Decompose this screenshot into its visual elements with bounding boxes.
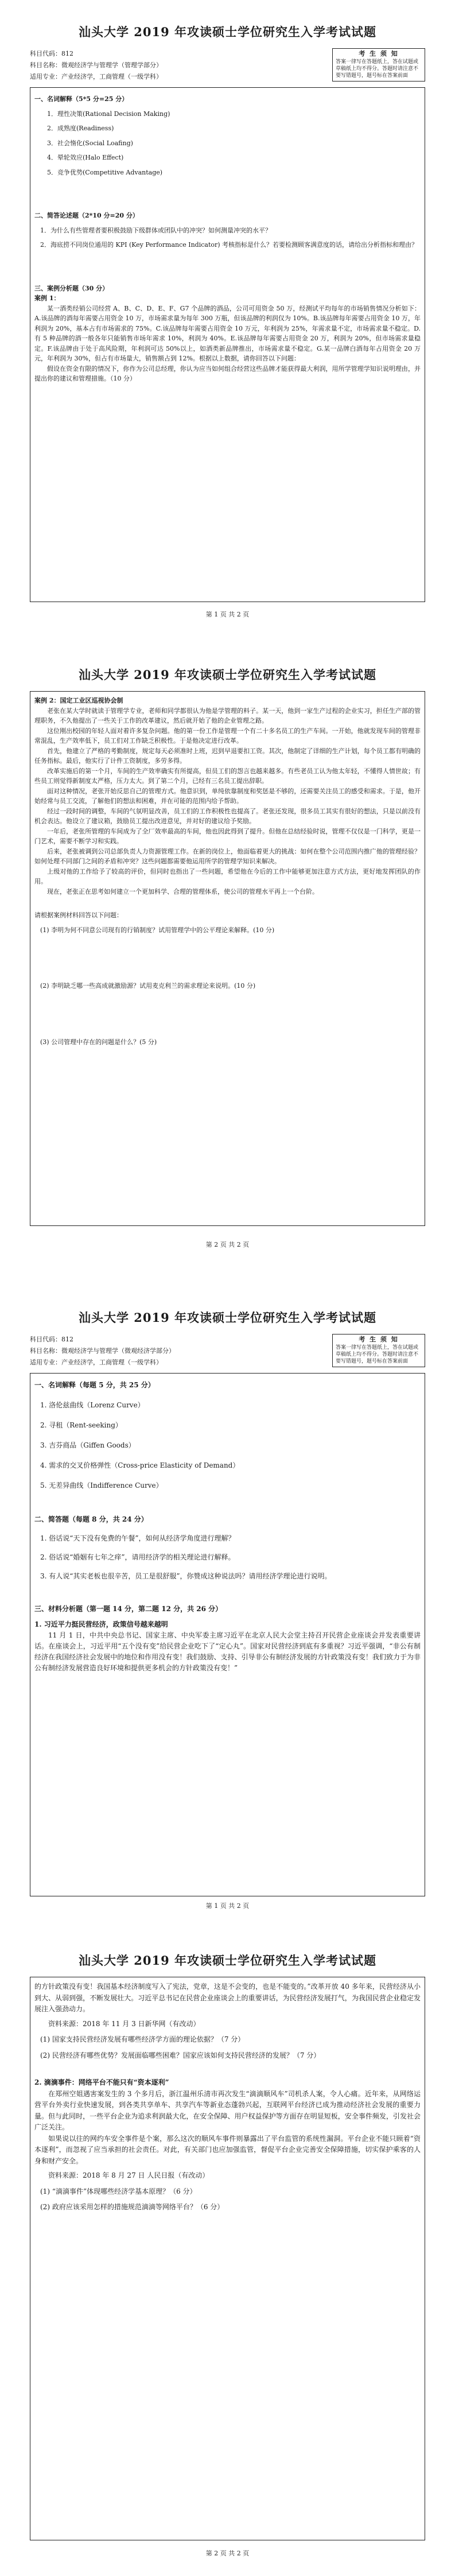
case-paragraph: 后来，老张被调到公司总部负责人力资源管理工作。在新的岗位上，他面临着更大的挑战：如何在整个公司范围内推广他的管理经验？如何处理不同部门之间的矛盾和冲突？这些问题都需要他运用所学的管理学知识来解决。 [34,847,421,865]
subject-code: 科目代码：812 [30,1336,73,1343]
notice-title: 考 生 须 知 [359,1336,399,1343]
term-item: 4. 需求的交叉价格弹性（Cross-price Elasticity of Demand） [40,1461,240,1469]
material-title: 1. 习近平力挺民营经济，政策信号越来越明 [34,1620,168,1628]
candidate-notice [332,48,425,82]
exam-page-3 [0,1286,455,1929]
term-item: 1. 洛伦兹曲线（Lorenz Curve） [40,1401,145,1409]
term-item: 1．理性决策(Rational Decision Making) [47,110,170,118]
exam-header [30,1334,175,1368]
case-paragraph: 一年后，老张所管理的车间成为了全厂效率最高的车间，他也因此得到了提升。但他在总结经验时说，管理不仅仅是一门科学，更是一门艺术，需要不断学习和实践。 [34,827,421,845]
term-item: 2. 寻租（Rent-seeking） [40,1421,122,1429]
question-item: (1) 李明为何不同意公司现有的行销制度？试用管理学中的公平理论来解释。(10 分) [40,926,275,934]
question-prompt: 请根据案例材料回答以下问题： [34,911,123,919]
case-paragraph: 面对这种情况，老张开始反思自己的管理方式。他意识到，单纯依靠制度和奖惩是不够的，还需要关注员工的感受和需求。于是，他开始经常与员工交流，了解他们的想法和困难，并在可能的范围内给予帮助。 [34,787,421,805]
case-paragraph: 上级对他的工作给予了较高的评价，但同时也指出了一些问题，希望他在今后的工作中能够更加注意方式方法，更好地发挥团队的作用。 [34,867,421,885]
page-footer: 第 2 页 共 2 页 [205,1241,250,1248]
material-text: 11 月 1 日，中共中央总书记、国家主席、中央军委主席习近平在北京人民大会堂主持召开民营企业座谈会并发表重要讲话。在座谈会上，习近平用“五个没有变”给民营企业吃下了“定心丸”。国家对民营经济到底有多重视？习近平强调，“非公有制经济在我国经济社会发展中的地位和作用没有变！我们鼓励、支持、引导非公有制经济发展的方针政策没有变！我们致力于为非公有制经济发展营造良好环境和提供更多机会的方针政策没有变！” [34,1631,421,1672]
question-body [34,1981,421,2218]
section-heading: 三、案例分析题（30 分） [34,284,109,292]
case-paragraph: 现在，老张正在思考如何建立一个更加科学、合理的管理体系，使公司的管理水平再上一个台阶。 [47,887,318,895]
question-body [34,92,421,384]
page-footer: 第 2 页 共 2 页 [205,2550,250,2557]
section-heading: 一、名词解释（每题 5 分，共 25 分） [34,1381,155,1389]
term-item: 5. 无差异曲线（Indifference Curve） [40,1481,163,1489]
section-heading: 三、材料分析题（第一题 14 分，第二题 12 分，共 26 分） [34,1605,223,1613]
page-title: 汕头大学 2019 年攻读硕士学位研究生入学考试试题 [78,1953,377,1968]
case-paragraph: 改革实施后的第一个月，车间的生产效率确实有所提高，但员工们的怨言也越来越多。有些老员工认为他太年轻，不懂得人情世故；有些员工则觉得新制度太严格，压力太大。到了第二个月，已经有三名员工提出辞职。 [34,767,421,785]
page-footer: 第 1 页 共 2 页 [205,611,250,618]
notice-text: 答案一律写在答题纸上，答在试题或草稿纸上均不得分。答题时请注意不要写错题号，题号标在答案前面 [336,1345,419,1364]
term-item: 3. 吉芬商品（Giffen Goods） [40,1441,135,1449]
page-title: 汕头大学 2019 年攻读硕士学位研究生入学考试试题 [78,25,377,39]
subject-code: 科目代码：812 [30,50,73,57]
exam-header [30,48,162,83]
subject-name: 科目名称：微观经济学与管理学（管理学部分） [30,61,162,69]
exam-page-2 [0,643,455,1286]
question-item: 2. 俗话说“婚姻有七年之痒”，请用经济学的相关理论进行解释。 [40,1553,235,1561]
applicable-majors: 适用专业：产业经济学，工商管理（一级学科） [30,73,162,80]
notice-title: 考 生 须 知 [359,50,399,57]
question-item: 2．海底捞不同岗位通用的 KPI (Key Performance Indicator) 考核指标是什么？若要检测顾客满意度的话，请给出分析指标和理由？ [40,241,418,249]
page-title: 汕头大学 2019 年攻读硕士学位研究生入学考试试题 [78,668,377,682]
question-item: 1. 俗话说“天下没有免费的午餐”，如何从经济学角度进行理解？ [40,1534,235,1542]
question-body [34,696,421,1052]
question-item: (2) 民营经济有哪些优势？发展面临哪些困难？国家应该如何支持民营经济的发展？（7 分） [40,2051,321,2059]
case-paragraph: 老张在某大学时就读于管理学专业，老师和同学都很认为他是学管理的料子。某一天，他到一家生产过程的企业实习，担任生产部的管理职务，不久他提出了一些关于工作的改革建议，然后就开始了他的企业管理之路。 [34,707,421,724]
section-heading: 二、简答题（每题 8 分，共 24 分） [34,1515,148,1523]
question-item: (2) 李明缺乏哪一些高成就激励源？试用麦克利兰的需求理论来说明。(10 分) [40,982,256,990]
case-question: 假设在资金有限的情况下，你作为公司总经理，你认为应当如何组合经营这些品牌才能获得最大利润，用所学管理学知识说明理由，并提出你的建议和管理措施。（10 分） [34,364,421,382]
page-footer: 第 1 页 共 2 页 [205,1902,250,1910]
page-title: 汕头大学 2019 年攻读硕士学位研究生入学考试试题 [78,1310,377,1325]
section-heading: 一、名词解释（5*5 分=25 分） [34,95,129,103]
term-item: 5．竞争优势(Competitive Advantage) [47,168,163,176]
material-text: 在郑州空姐遇害案发生的 3 个多月后，浙江温州乐清市再次发生“滴滴顺风车”司机杀人案，令人心痛。近年来，从网络运营平台外卖行业快速发展，到各类共享单车、共享汽车等新业态蓬勃兴起，互联网平台经济已成为推动经济社会发展的重要力量。但与此同时，一些平台企业为追求利润最大化，在安全保障、用户权益保护等方面存在明显短板，安全事件频发，引发社会广泛关注。 [34,2089,421,2131]
exam-page-1 [0,0,455,643]
notice-text: 答案一律写在答题纸上，答在试题或草稿纸上均不得分。答题时请注意不要写错题号，题号标在答案前面 [336,59,419,79]
material-title: 2. 滴滴事件：网络平台不能只有“资本逐利” [34,2078,169,2086]
case-paragraph: 经过一段时间的调整，车间的气氛明显改善，员工们的工作积极性也提高了。老张还发现，很多员工其实有很好的想法，只是以前没有机会表达。他设立了建议箱，鼓励员工提出改进意见，并对好的建议给予奖励。 [34,807,421,825]
case-label: 案例 1： [34,294,60,302]
subject-name: 科目名称：微观经济学与管理学（微观经济学部分） [30,1347,175,1355]
question-item: (1) 国家支持民营经济发展有哪些经济学方面的理论依据？（7 分） [40,2035,245,2043]
material-source: 资料来源：2018 年 11 月 3 日新华网（有改动） [48,2019,200,2028]
question-item: (1) “滴滴事件”体现哪些经济学基本原理？（6 分） [40,2187,197,2195]
section-heading: 二、简答论述题（2*10 分=20 分） [34,212,139,219]
exam-page-4 [0,1929,455,2576]
material-text: 的方针政策没有变！我国基本经济制度写入了宪法，党章，这是不会变的，也是不能变的。”改革开放 40 多年来，民营经济从小到大、从弱到强，不断发展壮大。习近平总书记在民营企业座谈会上的重要讲话，为民营经济发展打气，为我国民营企业稳定发展注入强劲动力。 [34,1983,421,2013]
term-item: 3．社会惰化(Social Loafing) [47,139,133,147]
question-item: 1．为什么有些管理者要积极鼓励下级群体或团队中的冲突？如何测量冲突的水平？ [40,226,271,234]
material-source: 资料来源：2018 年 8 月 27 日 人民日报（有改动） [48,2171,209,2179]
case-paragraph: 这位刚出校园的年轻人面对着许多复杂问题。他的第一份工作是管理一个有二十多名员工的生产车间。一开始，他就发现车间的管理非常混乱，生产效率低下，员工们对工作缺乏积极性。于是他决定进行改革。 [34,727,421,744]
candidate-notice [332,1334,425,1367]
question-item: 3. 有人说“其实老板也很辛苦，员工是很舒服”，你赞成这种说法吗？请用经济学理论进行说明。 [40,1572,332,1580]
question-item: (3) 公司管理中存在的问题是什么？(5 分) [40,1038,157,1046]
case-paragraph: 首先，他建立了严格的考勤制度，规定每天必须准时上班，迟到早退要扣工资。其次，他制定了详细的生产计划，每个员工都有明确的任务指标。最后，他实行了计件工资制度，多劳多得。 [34,747,421,765]
term-item: 4．晕轮效应(Halo Effect) [47,154,124,161]
case-label: 案例 2：国定工业区巡视协会制 [34,697,123,704]
term-item: 2．成熟度(Readiness) [47,125,114,132]
material-text: 如果说以往的网约车安全事件是个案，那么这次的顺风车事件则暴露出了平台监管的系统性漏洞。平台企业不能只顾着“资本逐利”，而忽视了应当承担的社会责任。对此，有关部门也应加强监管，督促平台企业完善安全保障措施，切实保护乘客的人身和财产安全。 [34,2134,421,2165]
question-item: (2) 政府应该采用怎样的措施规范滴滴等网络平台？（6 分） [40,2203,224,2211]
applicable-majors: 适用专业：产业经济学，工商管理（一级学科） [30,1359,162,1366]
case-text: 某一酒类经销公司经营 A、B、C、D、E、F、G7 个品牌的酒品，公司可用资金 50 万，经测试平均每年的市场销售情况分析如下：A.该品牌的酒每年需要占用资金 10 万，市场需求量为每年 300 万瓶，但该品牌的利润仅为 10%。B.该品牌每年需要占用资金 10 万，年利润为 20%，基本占有市场需求的 75%。C.该品牌每年需要占用资金 10 万元，年利润为 25%，年需求量不定，市场需求量不稳定。D.有 5 种品牌的酒一般各年只能销售市场年需求 10%，利润为 40%。E.该品牌每年需要占用资金 20 万，利润为 20%，但市场需求量稳定。F.该品牌由于处于高风险期，年利润可达 50%以上，如酒类新品牌推出，市场需求量不稳定。G.某一品牌白酒每年占用资金 20 万元，年利润为 30%，但占有市场量大，销售额占到 12%。根据以上数据，请你回答以下问题： [34,304,421,362]
question-body [34,1378,421,1674]
